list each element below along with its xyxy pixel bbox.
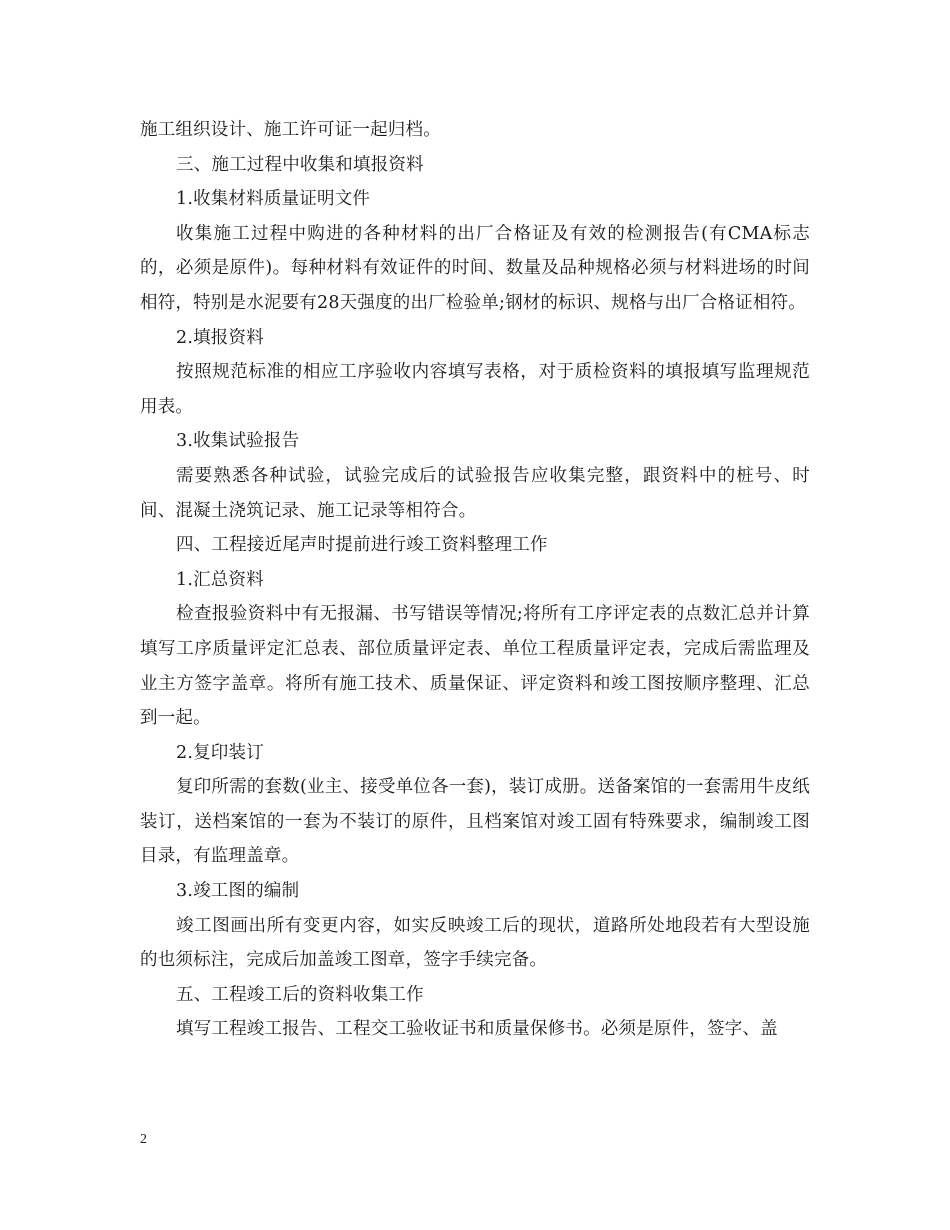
- paragraph: 按照规范标准的相应工序验收内容填写表格，对于质检资料的填报填写监理规范用表。: [140, 362, 810, 417]
- paragraph: 检查报验资料中有无报漏、书写错误等情况;将所有工序评定表的点数汇总并计算填写工序质量评定汇总表、部位质量评定表、单位工程质量评定表，完成后需监理及业主方签字盖章。将所有施工技术、质量保证、评定资料和竣工图按顺序整理、汇总到一起。: [140, 604, 810, 729]
- subheading: 2.复印装订: [176, 742, 264, 763]
- subheading: 3.竣工图的编制: [176, 881, 300, 902]
- page-number: 2: [140, 1132, 147, 1147]
- section-heading: 五、工程竣工后的资料收集工作: [176, 984, 424, 1005]
- subheading: 2.填报资料: [176, 327, 264, 348]
- subheading: 1.汇总资料: [176, 569, 264, 590]
- paragraph: 填写工程竣工报告、工程交工验收证书和质量保修书。必须是原件，签字、盖: [176, 1019, 778, 1040]
- paragraph: 复印所需的套数(业主、接受单位各一套)，装订成册。送备案馆的一套需用牛皮纸装订，送档案馆的一套为不装订的原件，且档案馆对竣工固有特殊要求，编制竣工图目录，有监理盖章。: [140, 777, 810, 867]
- section-heading: 四、工程接近尾声时提前进行竣工资料整理工作: [176, 535, 548, 556]
- paragraph: 需要熟悉各种试验，试验完成后的试验报告应收集完整，跟资料中的桩号、时间、混凝土浇筑记录、施工记录等相符合。: [140, 465, 810, 521]
- subheading: 1.收集材料质量证明文件: [176, 189, 371, 210]
- paragraph: 收集施工过程中购进的各种材料的出厂合格证及有效的检测报告(有CMA标志的，必须是原件)。每种材料有效证件的时间、数量及品种规格必须与材料进场的时间相符，特别是水泥要有28天强度的出厂检验单;钢材的标识、规格与出厂合格证相符。: [140, 223, 810, 313]
- paragraph: 竣工图画出所有变更内容，如实反映竣工后的现状，道路所处地段若有大型设施的也须标注，完成后加盖竣工图章，签字手续完备。: [140, 915, 810, 971]
- subheading: 3.收集试验报告: [176, 431, 300, 452]
- paragraph: 施工组织设计、施工许可证一起归档。: [140, 120, 441, 140]
- section-heading: 三、施工过程中收集和填报资料: [176, 154, 424, 175]
- document-body: [140, 113, 810, 1047]
